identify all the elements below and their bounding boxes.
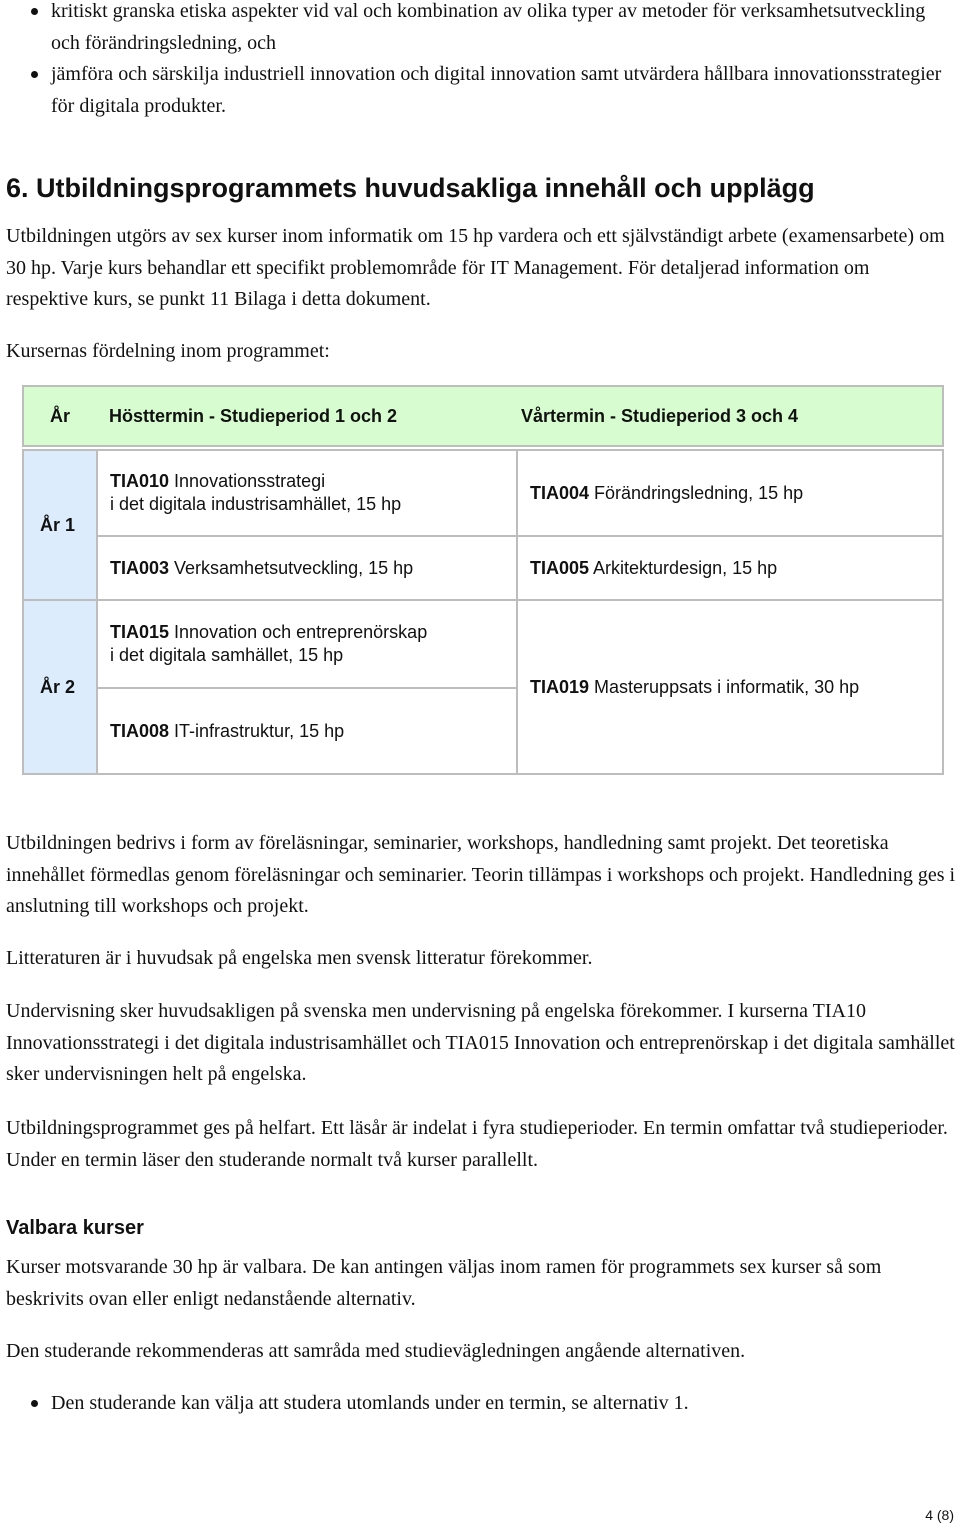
teaching-format-paragraph: Utbildningen bedrivs i form av föreläsningar, seminarier, workshops, handledning samt projekt. Det teoretiska innehållet förmedlas genom föreläsningar och seminarier. Teorin tillämpas i workshops och projekt. Handledning ges i anslutning till workshops och projekt. xyxy=(6,832,956,917)
year-2-label: År 2 xyxy=(23,600,97,774)
section-heading: 6. Utbildningsprogrammets huvudsakliga innehåll och upplägg xyxy=(6,173,815,203)
bullet-icon xyxy=(31,8,38,15)
table-row xyxy=(23,536,943,600)
course-code: TIA010 xyxy=(110,471,170,491)
course-code: TIA008 xyxy=(110,720,170,741)
year-1-label: År 1 xyxy=(23,450,97,600)
intro-paragraph: Utbildningen utgörs av sex kurser inom informatik om 15 hp vardera och ett självständigt arbete (examensarbete) om 30 hp. Varje kurs behandlar ett specifikt problemområde för IT Management. För detaljerad information om respektive kurs, se punkt 11 Bilaga i detta dokument. xyxy=(6,225,945,310)
header-autumn: Hösttermin - Studieperiod 1 och 2 xyxy=(97,386,517,446)
program-schedule-table xyxy=(22,385,944,775)
bullet-icon xyxy=(31,1400,38,1407)
course-code: TIA004 xyxy=(530,482,590,503)
course-cell xyxy=(517,450,943,536)
course-cell xyxy=(97,450,517,536)
list-item xyxy=(22,1388,952,1420)
course-name: Innovationsstrategi xyxy=(169,471,326,491)
header-spring: Vårtermin - Studieperiod 3 och 4 xyxy=(517,386,943,446)
list-item-text: kritiskt granska etiska aspekter vid val och kombination av olika typer av metoder för verksamhetsutveckling och förändringsledning, och xyxy=(51,0,926,54)
course-code: TIA015 xyxy=(110,622,170,642)
course-cell xyxy=(97,688,517,774)
course-name: Verksamhetsutveckling, 15 hp xyxy=(169,557,414,578)
course-name: Förändringsledning, 15 hp xyxy=(589,482,804,503)
objectives-list xyxy=(22,0,952,122)
alternatives-list xyxy=(22,1388,952,1420)
course-cell xyxy=(97,536,517,600)
recommendation-paragraph: Den studerande rekommenderas att samråda med studievägledningen angående alternativen. xyxy=(6,1340,746,1362)
course-name-cont: i det digitala samhället, 15 hp xyxy=(110,645,344,665)
course-code: TIA019 xyxy=(530,676,590,697)
table-row xyxy=(23,600,943,688)
sub-heading: Valbara kurser xyxy=(6,1217,144,1239)
course-cell xyxy=(97,600,517,688)
course-name: Innovation och entreprenörskap xyxy=(169,622,428,642)
list-item-text: jämföra och särskilja industriell innovation och digital innovation samt utvärdera hållbara innovationsstrategier för digitala produkter. xyxy=(51,63,942,117)
study-pace-paragraph: Utbildningsprogrammet ges på helfart. Ett läsår är indelat i fyra studieperioder. En termin omfattar två studieperioder. Under en termin läser den studerande normalt två kurser parallellt. xyxy=(6,1117,948,1171)
list-item xyxy=(22,0,952,59)
list-item xyxy=(22,59,952,122)
table-header-row xyxy=(23,386,943,446)
course-cell xyxy=(517,536,943,600)
table-caption: Kursernas fördelning inom programmet: xyxy=(6,340,330,362)
header-year: År xyxy=(23,386,97,446)
course-name: Arkitekturdesign, 15 hp xyxy=(589,557,778,578)
course-code: TIA003 xyxy=(110,557,170,578)
bullet-icon xyxy=(31,71,38,78)
course-name-cont: i det digitala industrisamhället, 15 hp xyxy=(110,494,402,514)
elective-paragraph: Kurser motsvarande 30 hp är valbara. De kan antingen väljas inom ramen för programmets sex kurser så som beskrivits ovan eller enligt nedanstående alternativ. xyxy=(6,1256,882,1310)
language-paragraph: Undervisning sker huvudsakligen på svenska men undervisning på engelska förekommer. I kurserna TIA10 Innovationsstrategi i det digitala industrisamhället och TIA015 Innovation och entreprenörskap i det digitala samhället sker undervisningen helt på engelska. xyxy=(6,1000,955,1085)
course-cell-thesis xyxy=(517,600,943,774)
course-code: TIA005 xyxy=(530,557,590,578)
page-number: 4 (8) xyxy=(925,1507,954,1523)
course-name: Masteruppsats i informatik, 30 hp xyxy=(589,676,860,697)
literature-paragraph: Litteraturen är i huvudsak på engelska men svensk litteratur förekommer. xyxy=(6,947,593,969)
list-item-text: Den studerande kan välja att studera utomlands under en termin, se alternativ 1. xyxy=(51,1392,689,1414)
course-name: IT-infrastruktur, 15 hp xyxy=(169,720,345,741)
table-row xyxy=(23,450,943,536)
